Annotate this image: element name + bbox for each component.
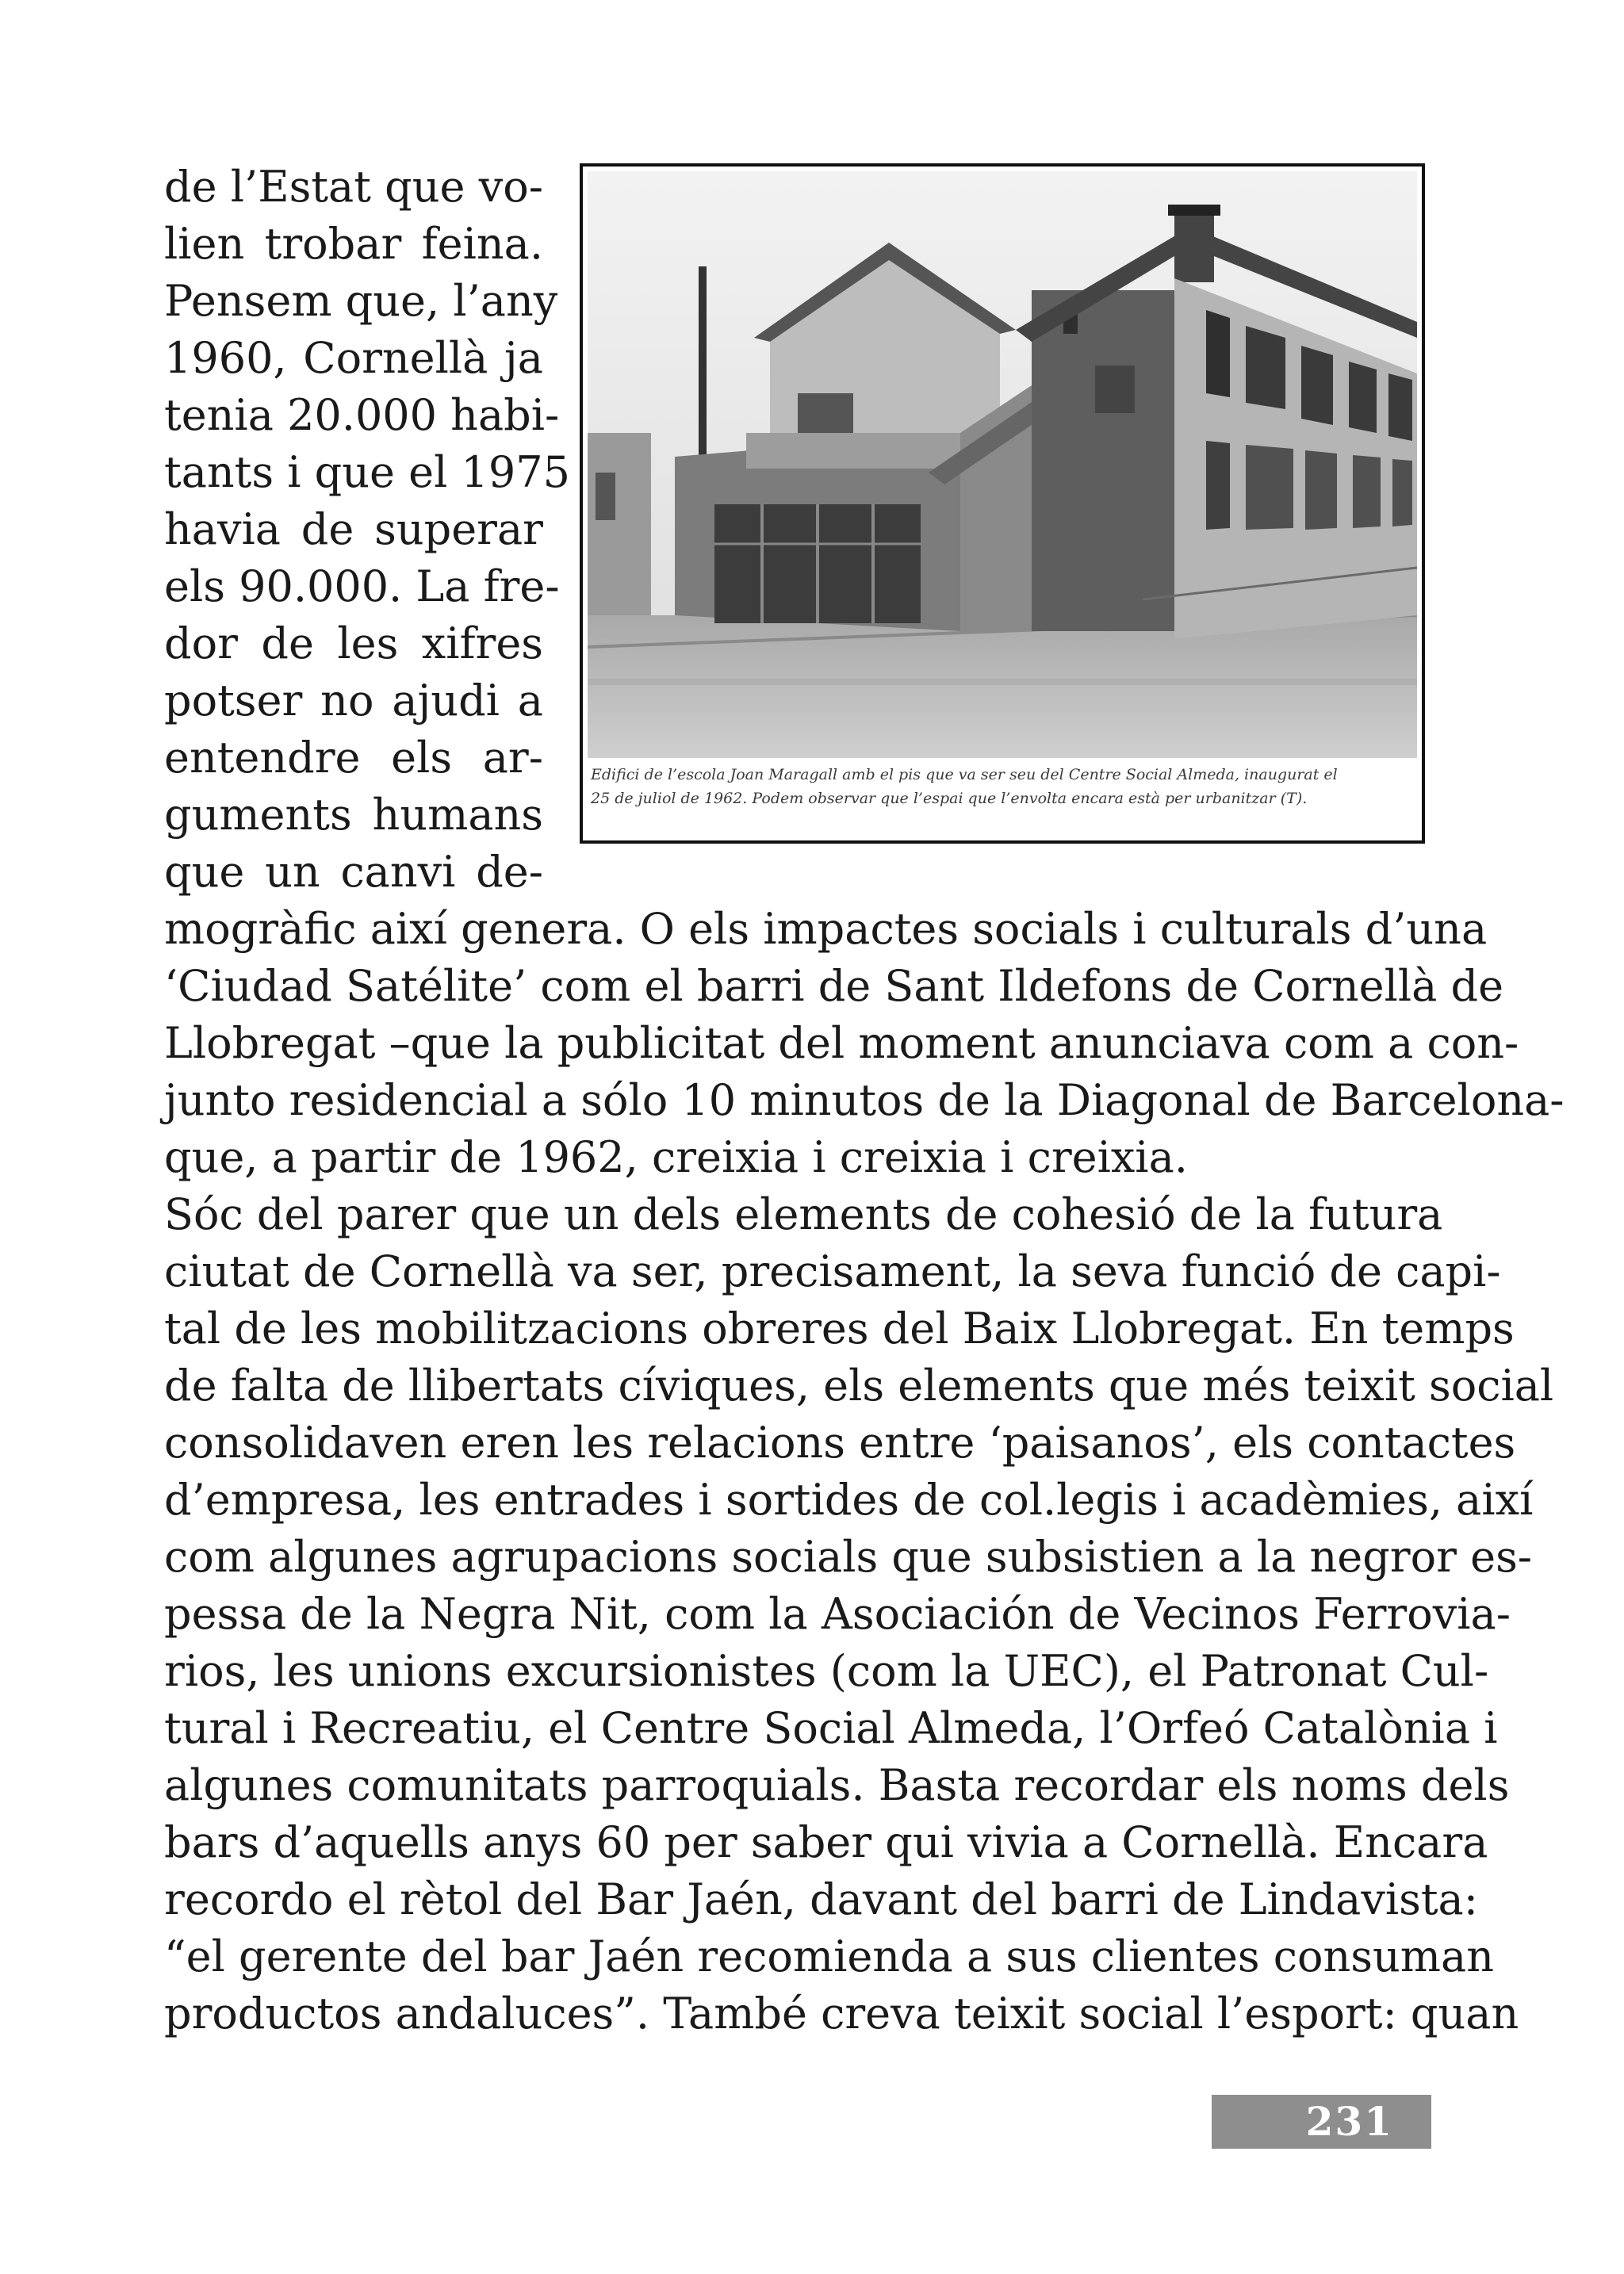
text-line: de l’Estat que vo- <box>164 162 543 212</box>
page-number: 231 <box>1305 2098 1393 2145</box>
school-building-photo <box>588 171 1417 758</box>
text-line: pessa de la Negra Nit, com la Asociación de Vecinos Ferrovia- <box>164 1589 1511 1639</box>
text-line: ciutat de Cornellà va ser, precisament, la seva funció de capi- <box>164 1246 1501 1296</box>
caption-line: Edifici de l’escola Joan Maragall amb el pis que va ser seu del Centre Social Almeda, inaugurat el <box>591 766 1338 783</box>
text-line: tenia 20.000 habi- <box>164 390 560 440</box>
text-line: com algunes agrupacions socials que subsistien a la negror es- <box>164 1532 1533 1582</box>
text-line: d’empresa, les entrades i sortides de col.legis i acadèmies, així <box>164 1475 1534 1525</box>
text-line: Sóc del parer que un dels elements de cohesió de la futura <box>164 1189 1443 1239</box>
text-line: lien trobar feina. <box>164 219 543 269</box>
text-line: junto residencial a sólo 10 minutos de la Diagonal de Barcelona- <box>164 1075 1565 1125</box>
text-line: tants i que el 1975 <box>164 447 570 497</box>
text-line: de falta de llibertats cíviques, els elements que més teixit social <box>164 1361 1554 1411</box>
text-line: guments humans <box>164 790 543 840</box>
text-line: tural i Recreatiu, el Centre Social Almeda, l’Orfeó Catalònia i <box>164 1703 1498 1753</box>
text-line: mogràfic així genera. O els impactes socials i culturals d’una <box>164 904 1488 954</box>
text-line: els 90.000. La fre- <box>164 561 560 611</box>
photo-caption <box>591 763 1414 810</box>
text-line: havia de superar <box>164 504 543 554</box>
text-line: algunes comunitats parroquials. Basta recordar els noms dels <box>164 1760 1510 1810</box>
text-line: Pensem que, l’any <box>164 276 558 326</box>
text-line: dor de les xifres <box>164 618 543 668</box>
text-line: bars d’aquells anys 60 per saber qui vivia a Cornellà. Encara <box>164 1817 1488 1867</box>
text-line: rios, les unions excursionistes (com la UEC), el Patronat Cul- <box>164 1646 1489 1696</box>
text-line: que, a partir de 1962, creixia i creixia i creixia. <box>164 1132 1188 1182</box>
text-line: potser no ajudi a <box>164 676 543 725</box>
photo-figure <box>580 163 1425 844</box>
caption-line: 25 de juliol de 1962. Podem observar que l’espai que l’envolta encara està per urbanitzar (T). <box>591 790 1308 807</box>
text-line: tal de les mobilitzacions obreres del Baix Llobregat. En temps <box>164 1304 1515 1353</box>
text-line: entendre els ar- <box>164 733 543 783</box>
page-number-bar <box>1212 2095 1431 2149</box>
text-line: recordo el rètol del Bar Jaén, davant del barri de Lindavista: <box>164 1874 1478 1924</box>
text-line: consolidaven eren les relacions entre ‘paisanos’, els contactes <box>164 1418 1516 1468</box>
text-line: productos andaluces”. També creva teixit social l’esport: quan <box>164 1989 1519 2039</box>
text-line: “el gerente del bar Jaén recomienda a sus clientes consuman <box>164 1931 1494 1981</box>
text-line: ‘Ciudad Satélite’ com el barri de Sant Ildefons de Cornellà de <box>164 961 1504 1011</box>
text-line: que un canvi de- <box>164 847 543 897</box>
text-line: 1960, Cornellà ja <box>164 333 543 383</box>
text-line: Llobregat –que la publicitat del moment anunciava com a con- <box>164 1018 1519 1068</box>
